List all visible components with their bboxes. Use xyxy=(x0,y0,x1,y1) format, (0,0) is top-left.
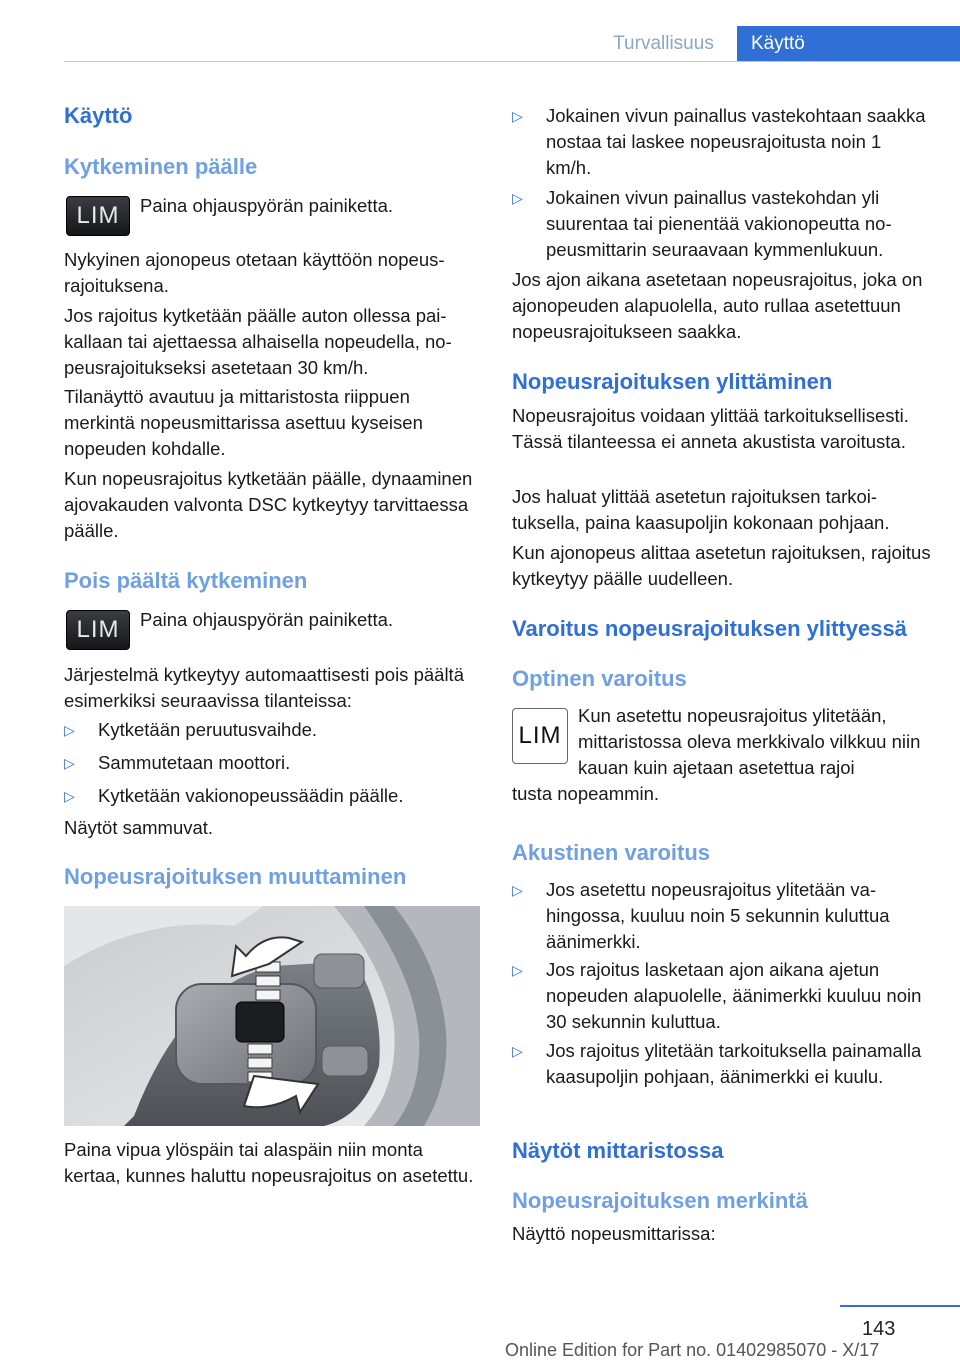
list-item-text: Jokainen vivun painallus vastekohdan yli suurentaa tai pienentää vakionopeutta nopeusmittarin seuraavaan kymmenlukuun. xyxy=(546,187,892,260)
triangle-bullet-icon: ▷ xyxy=(512,108,523,124)
heading-ylittaminen: Nopeusrajoituksen ylittäminen xyxy=(512,369,833,394)
header-divider xyxy=(64,61,960,62)
list-item xyxy=(64,750,480,776)
lim-icon-label: LIM xyxy=(76,202,120,229)
paragraph-7: Paina vipua ylöspäin tai alaspäin niin monta kertaa, kunnes haluttu nopeusrajoitus on asetettu. xyxy=(64,1139,474,1186)
triangle-bullet-icon: ▷ xyxy=(64,722,75,738)
list-item-text: Kytketään vakionopeussäädin päälle. xyxy=(98,785,404,806)
paragraph-5: Järjestelmä kytkeytyy automaattisesti pois päältä esimerkiksi seuraavissa tilanteissa: xyxy=(64,664,464,711)
list-item-text: Jos rajoitus ylitetään tarkoituksella painamalla kaasupoljin pohjaan, äänimerkki ei kuulu. xyxy=(546,1040,922,1087)
list-item-text: Jokainen vivun painallus vastekohtaan saakka nostaa tai laskee nopeusrajoitusta noin 1 km/h. xyxy=(546,105,926,178)
list-item xyxy=(512,103,932,183)
heading-akustinen: Akustinen varoitus xyxy=(512,840,711,865)
list-item-text: Jos rajoitus lasketaan ajon aikana ajetun nopeuden alapuolelle, äänimerkki kuuluu noin 30 sekunnin kuluttua. xyxy=(546,959,922,1032)
paragraph-r5: Näyttö nopeusmittarissa: xyxy=(512,1223,716,1244)
list-item xyxy=(64,783,480,809)
triangle-bullet-icon: ▷ xyxy=(512,190,523,206)
triangle-bullet-icon: ▷ xyxy=(512,1043,523,1059)
list-item xyxy=(512,1038,932,1118)
footer-divider xyxy=(840,1305,960,1307)
heading-naytot: Näytöt mittaristossa xyxy=(512,1138,724,1163)
heading-kytkeminen: Kytkeminen päälle xyxy=(64,154,258,179)
instruction-press-button-1: Paina ohjauspyörän painiketta. xyxy=(140,195,394,216)
steering-wheel-lever-illustration xyxy=(64,906,480,1126)
lim-icon-label: LIM xyxy=(518,722,562,749)
list-item xyxy=(512,957,932,1037)
lim-button-icon xyxy=(66,196,130,236)
optinen-text: Kun asetettu nopeusrajoitus ylitetään, mittaristossa oleva merkkivalo vilkkuu niin kauan kuin ajetaan asetettua rajoi xyxy=(578,705,921,778)
lim-indicator-icon xyxy=(512,708,568,764)
page-number: 143 xyxy=(862,1318,896,1340)
paragraph-2: Jos rajoitus kytketään päälle auton ollessa paikallaan tai ajettaessa alhaisella nopeudella, nopeusrajoitukseksi asetetaan 30 km/h. xyxy=(64,305,452,378)
header-active-tab: Käyttö xyxy=(737,26,960,62)
paragraph-3: Tilanäyttö avautuu ja mittaristosta riippuen merkintä nopeusmittarissa asettuu kyseisen nopeuden kohdalle. xyxy=(64,386,423,459)
paragraph-r1: Jos ajon aikana asetetaan nopeusrajoitus, joka on ajonopeuden alapuolella, auto rullaa asetettuun nopeusrajoitukseen saakka. xyxy=(512,269,923,342)
paragraph-4: Kun nopeusrajoitus kytketään päälle, dynaaminen ajovakauden valvonta DSC kytkeytyy tarvittaessa päälle. xyxy=(64,468,473,541)
optinen-text-continued: tusta nopeammin. xyxy=(512,783,660,804)
heading-optinen: Optinen varoitus xyxy=(512,666,687,691)
heading-merkinta: Nopeusrajoituksen merkintä xyxy=(512,1188,808,1213)
paragraph-r4: Kun ajonopeus alittaa asetetun rajoituksen, rajoitus kytkeytyy päälle uudelleen. xyxy=(512,542,931,589)
list-item xyxy=(512,877,932,957)
instruction-press-button-2: Paina ohjauspyörän painiketta. xyxy=(140,609,394,630)
triangle-bullet-icon: ▷ xyxy=(64,788,75,804)
heading-pois: Pois päältä kytkeminen xyxy=(64,568,308,593)
triangle-bullet-icon: ▷ xyxy=(64,755,75,771)
heading-muuttaminen: Nopeusrajoituksen muuttaminen xyxy=(64,864,407,889)
list-item xyxy=(512,185,932,265)
list-item xyxy=(64,717,480,743)
paragraph-r2: Nopeusrajoitus voidaan ylittää tarkoituksellisesti. Tässä tilanteessa ei anneta akustista varoitusta. xyxy=(512,405,909,452)
list-item-text: Jos asetettu nopeusrajoitus ylitetään vahingossa, kuuluu noin 5 sekunnin kuluttua äänimerkki. xyxy=(546,879,890,952)
header-section-label: Turvallisuus xyxy=(613,33,714,54)
lim-icon-label: LIM xyxy=(76,616,120,643)
edition-note: Online Edition for Part no. 01402985070 - X/17 xyxy=(505,1340,880,1360)
list-item-text: Kytketään peruutusvaihde. xyxy=(98,719,318,740)
triangle-bullet-icon: ▷ xyxy=(512,882,523,898)
list-item-text: Sammutetaan moottori. xyxy=(98,752,291,773)
paragraph-1: Nykyinen ajonopeus otetaan käyttöön nopeusrajoituksena. xyxy=(64,249,445,296)
triangle-bullet-icon: ▷ xyxy=(512,962,523,978)
heading-varoitus: Varoitus nopeusrajoituksen ylittyessä xyxy=(512,616,907,641)
heading-kaytto: Käyttö xyxy=(64,103,133,128)
steering-wheel-image xyxy=(64,906,480,1126)
lim-button-icon xyxy=(66,610,130,650)
paragraph-r3: Jos haluat ylittää asetetun rajoituksen tarkoituksella, paina kaasupoljin kokonaan pohjaan. xyxy=(512,486,890,533)
paragraph-6: Näytöt sammuvat. xyxy=(64,817,214,838)
